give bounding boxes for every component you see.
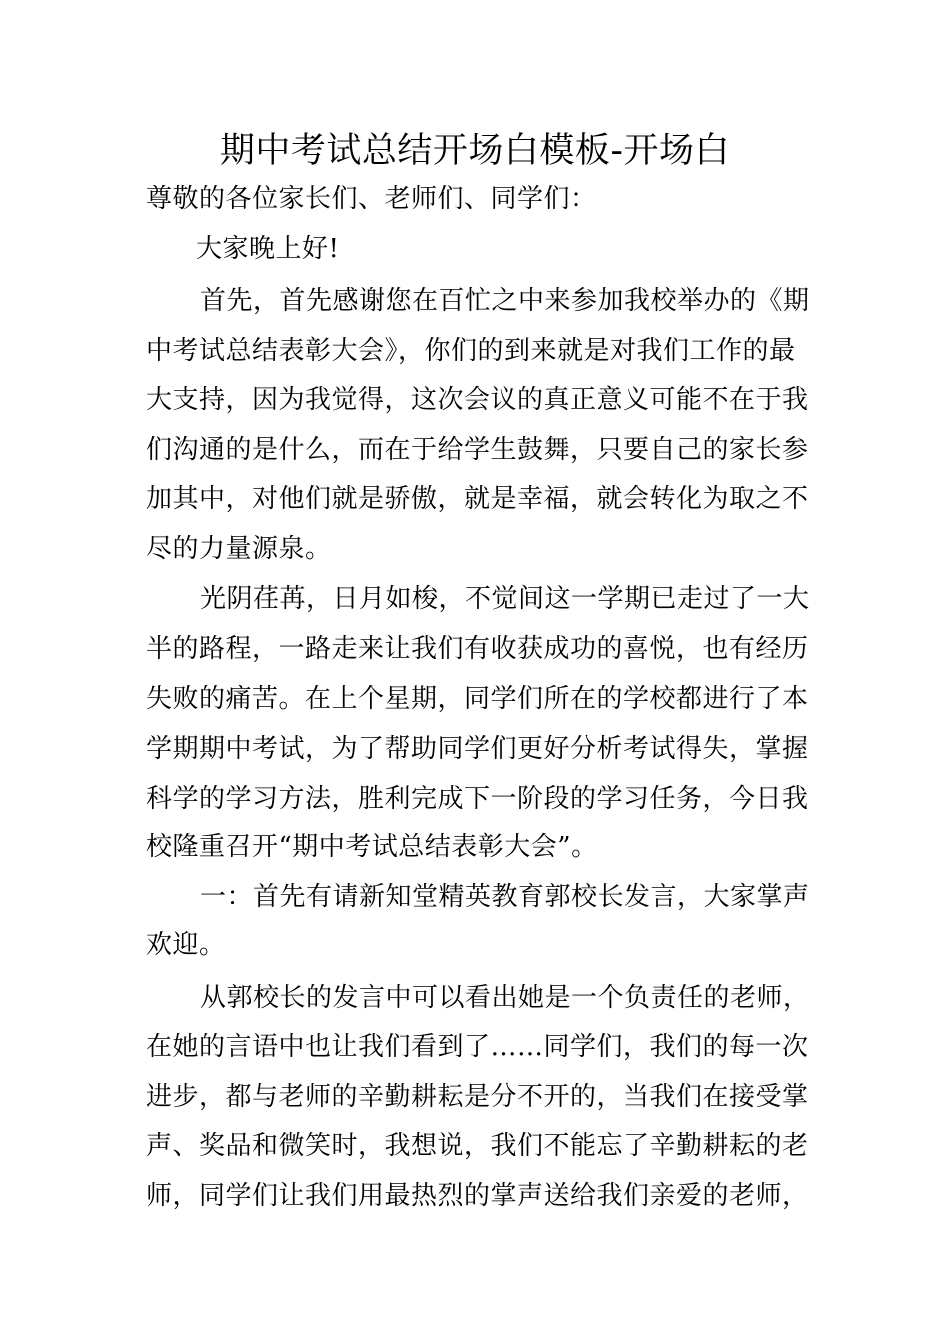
paragraph-line: 中考试总结表彰大会》，你们的到来就是对我们工作的最	[146, 336, 796, 366]
paragraph-line: 一：首先有请新知堂精英教育郭校长发言，大家掌声	[200, 882, 810, 912]
paragraph-line: 光阴荏苒，日月如梭，不觉间这一学期已走过了一大	[200, 584, 810, 614]
paragraph-line: 科学的学习方法，胜利完成下一阶段的学习任务，今日我	[146, 784, 809, 814]
salutation: 尊敬的各位家长们、老师们、同学们：	[146, 184, 597, 214]
paragraph-line: 学期期中考试，为了帮助同学们更好分析考试得失，掌握	[146, 734, 809, 764]
paragraph-line: 们沟通的是什么，而在于给学生鼓舞，只要自己的家长参	[146, 435, 809, 465]
document-title: 期中考试总结开场白模板-开场白	[219, 131, 731, 171]
paragraph-line: 加其中，对他们就是骄傲，就是幸福，就会转化为取之不	[146, 484, 809, 514]
paragraph-line: 进步，都与老师的辛勤耕耘是分不开的，当我们在接受掌	[146, 1082, 809, 1112]
paragraph-line: 声、奖品和微笑时，我想说，我们不能忘了辛勤耕耘的老	[146, 1131, 809, 1161]
paragraph-line: 欢迎。	[146, 930, 226, 960]
paragraph-line: 在她的言语中也让我们看到了……同学们，我们的每一次	[146, 1032, 809, 1062]
paragraph-line: 校隆重召开“期中考试总结表彰大会”。	[146, 832, 598, 862]
paragraph-line: 半的路程，一路走来让我们有收获成功的喜悦，也有经历	[146, 634, 809, 664]
paragraph-line: 失败的痛苦。在上个星期，同学们所在的学校都进行了本	[146, 684, 809, 714]
paragraph-line: 大支持，因为我觉得，这次会议的真正意义可能不在于我	[146, 385, 809, 415]
paragraph-line: 首先，首先感谢您在百忙之中来参加我校举办的《期	[200, 286, 810, 316]
paragraph-line: 从郭校长的发言中可以看出她是一个负责任的老师，	[200, 983, 810, 1013]
paragraph-line: 尽的力量源泉。	[146, 534, 332, 564]
paragraph-line: 师，同学们让我们用最热烈的掌声送给我们亲爱的老师，	[146, 1181, 809, 1211]
greeting: 大家晚上好!	[196, 234, 340, 264]
